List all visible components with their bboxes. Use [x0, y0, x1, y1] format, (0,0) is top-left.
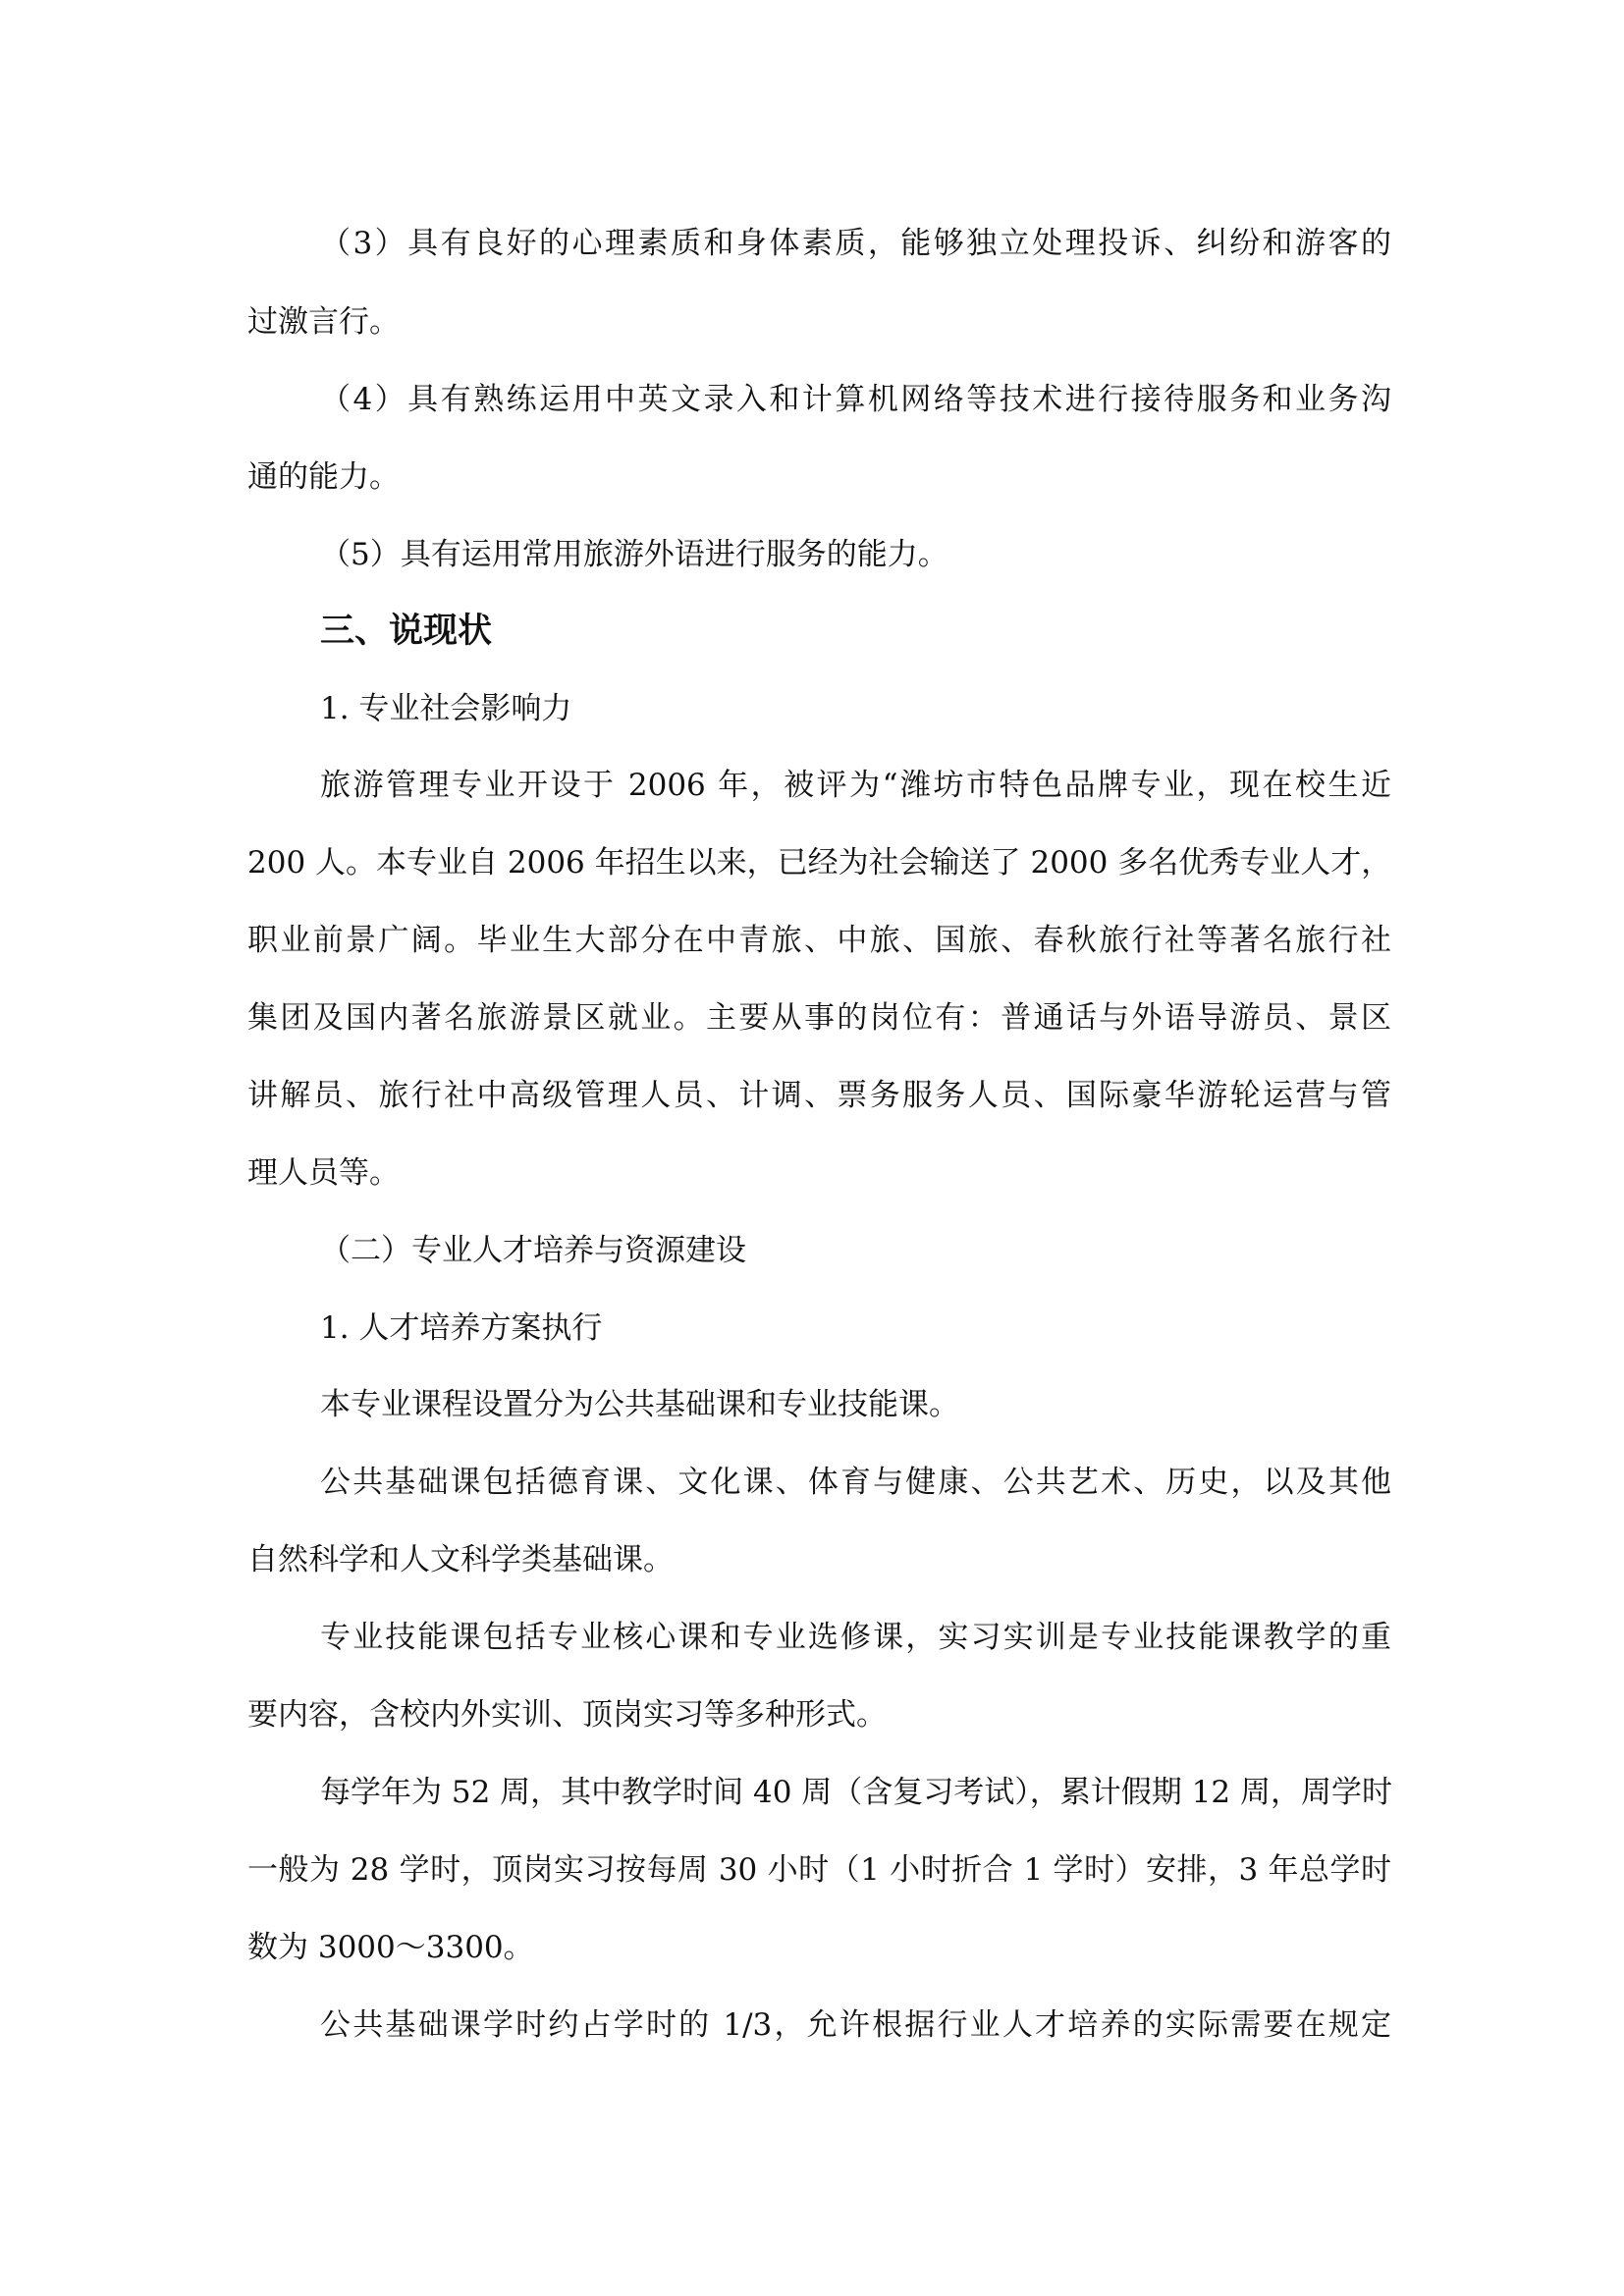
schedule-line-2: 一般为 28 学时，顶岗实习按每周 30 小时（1 小时折合 1 学时）安排，3 年总学时	[247, 1852, 1391, 1888]
subsection-two-title: （二）专业人才培养与资源建设	[320, 1233, 746, 1268]
section-three-heading: 三、说现状	[320, 612, 493, 651]
ability-5-line-1: （5）具有运用常用旅游外语进行服务的能力。	[320, 537, 948, 572]
influence-line-4: 集团及国内著名旅游景区就业。主要从事的岗位有：普通话与外语导游员、景区	[247, 1000, 1391, 1036]
public-ratio-line-1: 公共基础课学时约占学时的 1/3，允许根据行业人才培养的实际需要在规定	[320, 2007, 1391, 2043]
influence-line-1: 旅游管理专业开设于 2006 年，被评为“潍坊市特色品牌专业，现在校生近	[320, 768, 1391, 803]
influence-line-5: 讲解员、旅行社中高级管理人员、计调、票务服务人员、国际豪华游轮运营与管	[247, 1078, 1391, 1113]
ability-3-line-1: （3）具有良好的心理素质和身体素质，能够独立处理投诉、纠纷和游客的	[320, 226, 1391, 261]
schedule-line-3: 数为 3000～3300。	[247, 1930, 534, 1965]
public-courses-line-2: 自然科学和人文科学类基础课。	[247, 1542, 674, 1577]
ability-4-line-1: （4）具有熟练运用中英文录入和计算机网络等技术进行接待服务和业务沟	[320, 382, 1391, 417]
ability-3-line-2: 过激言行。	[247, 304, 400, 340]
influence-line-2: 200 人。本专业自 2006 年招生以来，已经为社会输送了 2000 多名优秀专业人才，	[247, 845, 1392, 881]
curriculum-intro: 本专业课程设置分为公共基础课和专业技能课。	[320, 1387, 959, 1422]
influence-line-6: 理人员等。	[247, 1155, 400, 1191]
influence-line-3: 职业前景广阔。毕业生大部分在中青旅、中旅、国旅、春秋旅行社等著名旅行社	[247, 923, 1391, 958]
skill-courses-line-1: 专业技能课包括专业核心课和专业选修课，实习实训是专业技能课教学的重	[320, 1620, 1391, 1655]
ability-4-line-2: 通的能力。	[247, 459, 400, 495]
public-courses-line-1: 公共基础课包括德育课、文化课、体育与健康、公共艺术、历史，以及其他	[320, 1465, 1391, 1500]
schedule-line-1: 每学年为 52 周，其中教学时间 40 周（含复习考试），累计假期 12 周，周学时	[320, 1775, 1392, 1810]
subsection-1-title: 1. 专业社会影响力	[320, 691, 572, 726]
skill-courses-line-2: 要内容，含校内外实训、顶岗实习等多种形式。	[247, 1697, 887, 1733]
subsection-2-1-title: 1. 人才培养方案执行	[320, 1310, 603, 1346]
